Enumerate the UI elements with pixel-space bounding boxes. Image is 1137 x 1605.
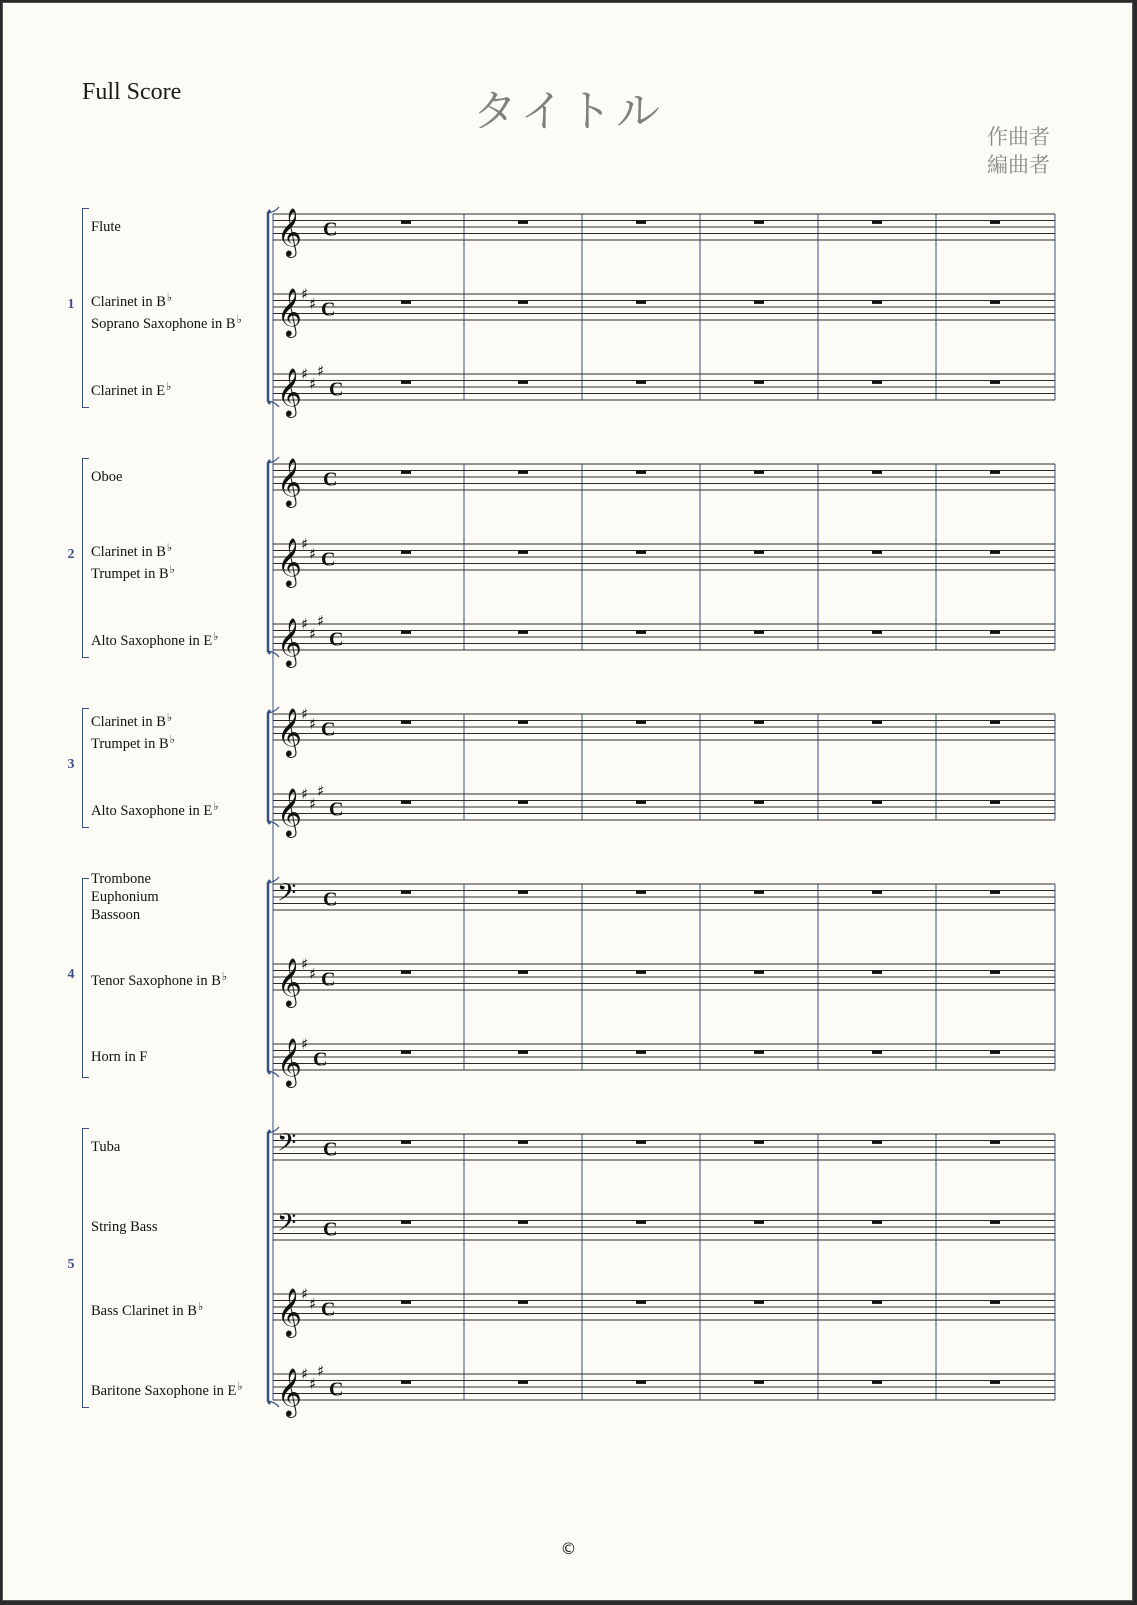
whole-rest-icon [754, 551, 764, 554]
whole-rest-icon [872, 971, 882, 974]
common-time-icon: C [329, 378, 344, 401]
whole-rest-icon [872, 221, 882, 224]
common-time-icon: C [329, 798, 344, 821]
whole-rest-icon [872, 471, 882, 474]
sharp-icon: ♯ [309, 714, 317, 733]
flat-icon: ♭ [166, 292, 173, 304]
instrument-name: Tuba [91, 1139, 121, 1155]
flat-icon: ♭ [213, 801, 219, 813]
whole-rest-icon [518, 471, 528, 474]
whole-rest-icon [754, 221, 764, 224]
instrument-name: Clarinet in B♭ [91, 542, 173, 560]
whole-rest-icon [518, 1051, 528, 1054]
whole-rest-icon [636, 381, 646, 384]
instrument-name: Clarinet in B♭ [91, 712, 173, 730]
copyright-notice: © [560, 1539, 577, 1558]
score-page [2, 2, 1133, 1601]
staff[interactable] [273, 207, 1055, 258]
whole-rest-icon [401, 301, 411, 304]
whole-rest-icon [754, 721, 764, 724]
whole-rest-icon [518, 551, 528, 554]
whole-rest-icon [518, 631, 528, 634]
whole-rest-icon [636, 631, 646, 634]
staff[interactable] [273, 705, 1055, 758]
whole-rest-icon [401, 1381, 411, 1384]
instrument-name: Oboe [91, 469, 123, 485]
sharp-icon: ♯ [309, 794, 317, 813]
instrument-name: Bassoon [91, 907, 141, 923]
whole-rest-icon [636, 551, 646, 554]
common-time-icon: C [323, 888, 338, 911]
sharp-icon: ♯ [309, 374, 317, 393]
whole-rest-icon [636, 471, 646, 474]
whole-rest-icon [872, 1301, 882, 1304]
bass-clef-icon: 𝄢 [277, 1128, 297, 1164]
instrument-name: Soprano Saxophone in B♭ [91, 314, 242, 332]
group-number: 3 [67, 757, 75, 772]
whole-rest-icon [636, 1381, 646, 1384]
whole-rest-icon [990, 631, 1000, 634]
whole-rest-icon [401, 721, 411, 724]
staff[interactable] [273, 1362, 1055, 1418]
whole-rest-icon [990, 471, 1000, 474]
staff[interactable] [273, 1285, 1055, 1338]
score-title[interactable]: タイトル [472, 86, 665, 137]
instrument-name: Clarinet in E♭ [91, 381, 172, 399]
sharp-icon: ♯ [301, 955, 309, 973]
arranger-name[interactable]: 編曲者 [987, 153, 1050, 177]
score-label: Full Score [82, 79, 182, 105]
common-time-icon: C [323, 218, 338, 241]
whole-rest-icon [754, 1221, 764, 1224]
flat-icon: ♭ [166, 381, 172, 393]
whole-rest-icon [401, 1301, 411, 1304]
whole-rest-icon [754, 1051, 764, 1054]
whole-rest-icon [754, 971, 764, 974]
whole-rest-icon [518, 381, 528, 384]
sharp-icon: ♯ [317, 361, 325, 380]
score-system [3, 3, 1134, 1602]
treble-clef-icon: 𝄞 [277, 1037, 302, 1086]
whole-rest-icon [754, 1381, 764, 1384]
whole-rest-icon [990, 551, 1000, 554]
whole-rest-icon [990, 1141, 1000, 1144]
whole-rest-icon [636, 1141, 646, 1144]
whole-rest-icon [636, 971, 646, 974]
treble-clef-icon: 𝄞 [277, 957, 302, 1006]
whole-rest-icon [872, 301, 882, 304]
whole-rest-icon [872, 801, 882, 804]
staff[interactable] [273, 879, 1055, 914]
whole-rest-icon [401, 1221, 411, 1224]
whole-rest-icon [636, 1051, 646, 1054]
sharp-icon: ♯ [309, 1374, 317, 1393]
whole-rest-icon [754, 1301, 764, 1304]
common-time-icon: C [323, 1138, 338, 1161]
bass-clef-icon: 𝄢 [277, 878, 297, 914]
sharp-icon: ♯ [309, 964, 317, 983]
whole-rest-icon [872, 1141, 882, 1144]
treble-clef-icon: 𝄞 [277, 1367, 302, 1416]
instrument-name: Alto Saxophone in E♭ [91, 631, 219, 649]
instrument-name: Trumpet in B♭ [91, 564, 175, 582]
common-time-icon: C [321, 548, 336, 571]
whole-rest-icon [990, 1301, 1000, 1304]
whole-rest-icon [754, 801, 764, 804]
whole-rest-icon [990, 1051, 1000, 1054]
group-number: 4 [67, 967, 75, 982]
instrument-name: Alto Saxophone in E♭ [91, 801, 219, 819]
whole-rest-icon [401, 221, 411, 224]
treble-clef-icon: 𝄞 [277, 787, 302, 836]
whole-rest-icon [518, 221, 528, 224]
sharp-icon: ♯ [309, 1294, 317, 1313]
instrument-name: Euphonium [91, 889, 159, 905]
common-time-icon: C [313, 1048, 328, 1071]
instrument-name: Clarinet in B♭ [91, 292, 173, 310]
sharp-icon: ♯ [301, 705, 309, 723]
whole-rest-icon [518, 301, 528, 304]
staff[interactable] [273, 955, 1055, 1008]
whole-rest-icon [518, 971, 528, 974]
instrument-name: Trombone [91, 871, 151, 887]
instrument-name: Flute [91, 219, 121, 235]
whole-rest-icon [990, 1381, 1000, 1384]
sharp-icon: ♯ [301, 615, 309, 633]
treble-clef-icon: 𝄞 [277, 207, 302, 256]
flat-icon: ♭ [166, 542, 173, 554]
whole-rest-icon [754, 381, 764, 384]
whole-rest-icon [872, 381, 882, 384]
staff[interactable] [273, 1209, 1055, 1244]
common-time-icon: C [321, 718, 336, 741]
sharp-icon: ♯ [317, 1361, 325, 1380]
whole-rest-icon [872, 1221, 882, 1224]
common-time-icon: C [323, 468, 338, 491]
common-time-icon: C [329, 628, 344, 651]
whole-rest-icon [872, 891, 882, 894]
sharp-icon: ♯ [309, 624, 317, 643]
whole-rest-icon [754, 471, 764, 474]
flat-icon: ♭ [197, 1301, 204, 1313]
whole-rest-icon [990, 801, 1000, 804]
common-time-icon: C [321, 968, 336, 991]
whole-rest-icon [990, 301, 1000, 304]
whole-rest-icon [518, 721, 528, 724]
whole-rest-icon [636, 1301, 646, 1304]
whole-rest-icon [401, 1051, 411, 1054]
flat-icon: ♭ [237, 1381, 243, 1393]
common-time-icon: C [321, 298, 336, 321]
instrument-name: String Bass [91, 1219, 158, 1235]
staff[interactable] [273, 457, 1055, 508]
instrument-name: Horn in F [91, 1049, 148, 1065]
whole-rest-icon [754, 1141, 764, 1144]
flat-icon: ♭ [213, 631, 219, 643]
treble-clef-icon: 𝄞 [277, 287, 302, 336]
whole-rest-icon [401, 1141, 411, 1144]
flat-icon: ♭ [169, 564, 175, 576]
whole-rest-icon [636, 221, 646, 224]
whole-rest-icon [990, 971, 1000, 974]
whole-rest-icon [754, 631, 764, 634]
group-number: 2 [67, 547, 75, 562]
treble-clef-icon: 𝄞 [277, 1287, 302, 1336]
whole-rest-icon [518, 801, 528, 804]
sharp-icon: ♯ [301, 365, 309, 383]
treble-clef-icon: 𝄞 [277, 367, 302, 416]
sharp-icon: ♯ [301, 1365, 309, 1383]
whole-rest-icon [401, 381, 411, 384]
whole-rest-icon [990, 381, 1000, 384]
whole-rest-icon [518, 1301, 528, 1304]
whole-rest-icon [401, 631, 411, 634]
whole-rest-icon [518, 1381, 528, 1384]
sharp-icon: ♯ [301, 1285, 309, 1303]
whole-rest-icon [872, 721, 882, 724]
flat-icon: ♭ [166, 712, 173, 724]
treble-clef-icon: 𝄞 [277, 617, 302, 666]
flat-icon: ♭ [169, 734, 175, 746]
treble-clef-icon: 𝄞 [277, 707, 302, 756]
flat-icon: ♭ [221, 971, 228, 983]
whole-rest-icon [518, 1221, 528, 1224]
sharp-icon: ♯ [309, 294, 317, 313]
whole-rest-icon [872, 1051, 882, 1054]
instrument-name: Trumpet in B♭ [91, 734, 175, 752]
whole-rest-icon [401, 801, 411, 804]
sharp-icon: ♯ [301, 785, 309, 803]
whole-rest-icon [872, 551, 882, 554]
staff[interactable] [273, 1035, 1055, 1088]
staff[interactable] [273, 612, 1055, 668]
common-time-icon: C [321, 1298, 336, 1321]
staff[interactable] [273, 285, 1055, 338]
staff[interactable] [273, 535, 1055, 588]
whole-rest-icon [990, 221, 1000, 224]
whole-rest-icon [636, 301, 646, 304]
staff[interactable] [273, 1129, 1055, 1164]
whole-rest-icon [636, 721, 646, 724]
whole-rest-icon [636, 1221, 646, 1224]
instrument-name: Bass Clarinet in B♭ [91, 1301, 204, 1319]
common-time-icon: C [329, 1378, 344, 1401]
staff[interactable] [273, 362, 1055, 418]
whole-rest-icon [872, 1381, 882, 1384]
whole-rest-icon [518, 891, 528, 894]
instrument-name: Tenor Saxophone in B♭ [91, 971, 228, 989]
flat-icon: ♭ [236, 314, 242, 326]
whole-rest-icon [401, 551, 411, 554]
composer-name[interactable]: 作曲者 [987, 125, 1050, 149]
instrument-name: Baritone Saxophone in E♭ [91, 1381, 243, 1399]
whole-rest-icon [754, 891, 764, 894]
whole-rest-icon [990, 891, 1000, 894]
common-time-icon: C [323, 1218, 338, 1241]
bass-clef-icon: 𝄢 [277, 1208, 297, 1244]
whole-rest-icon [401, 471, 411, 474]
sharp-icon: ♯ [301, 535, 309, 553]
sharp-icon: ♯ [317, 611, 325, 630]
sharp-icon: ♯ [309, 544, 317, 563]
group-number: 1 [67, 297, 75, 312]
whole-rest-icon [990, 721, 1000, 724]
whole-rest-icon [636, 891, 646, 894]
treble-clef-icon: 𝄞 [277, 457, 302, 506]
whole-rest-icon [754, 301, 764, 304]
whole-rest-icon [518, 1141, 528, 1144]
whole-rest-icon [872, 631, 882, 634]
group-number: 5 [67, 1257, 75, 1272]
sharp-icon: ♯ [301, 1035, 309, 1053]
whole-rest-icon [990, 1221, 1000, 1224]
staff[interactable] [273, 782, 1055, 838]
whole-rest-icon [636, 801, 646, 804]
sharp-icon: ♯ [317, 781, 325, 800]
sharp-icon: ♯ [301, 285, 309, 303]
treble-clef-icon: 𝄞 [277, 537, 302, 586]
whole-rest-icon [401, 971, 411, 974]
whole-rest-icon [401, 891, 411, 894]
